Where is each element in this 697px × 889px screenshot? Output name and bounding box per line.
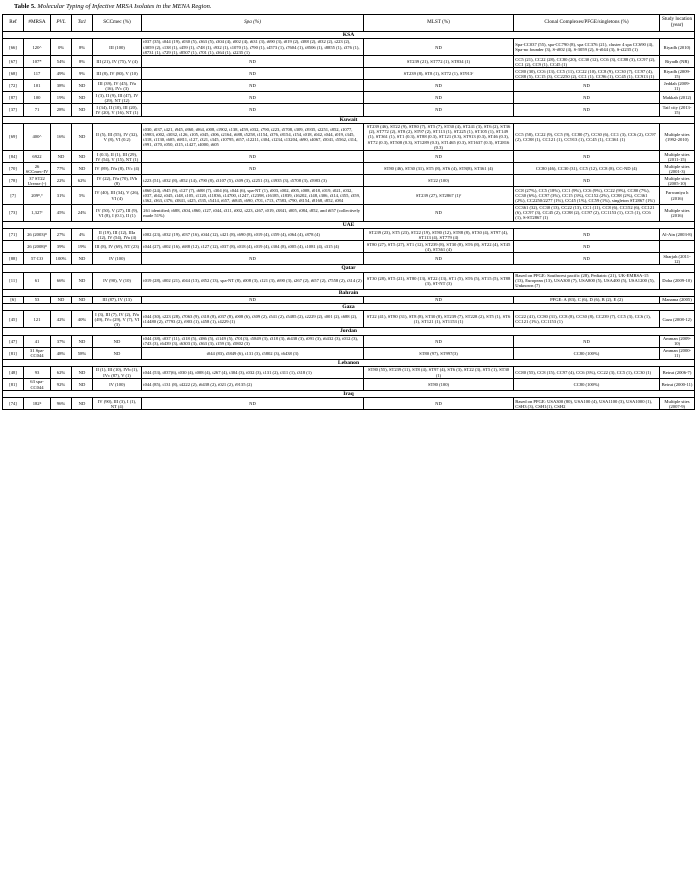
cell-study-location: Sharjah (2011-12) <box>660 253 695 265</box>
region-label: Iraq <box>3 391 695 398</box>
cell-study-location: Multiple sites (2011-15) <box>660 151 695 163</box>
cell-sccmec: I (3), III (7), IV (2), IVa (49), IVc (29), V (7), VI (3) <box>93 311 142 328</box>
cell-tst1: ND <box>72 367 93 379</box>
cell-mlst: ND <box>364 335 514 347</box>
cell-study-location: Riyadh (2010) <box>660 39 695 56</box>
table-row <box>3 335 695 347</box>
cell-mlst: ND <box>364 104 514 116</box>
cell-mlst: ST80 (55), ST239 (11), ST8 (4), ST97 (4), ST6 (3), ST22 (3), ST5 (1), ST30 (1) <box>364 367 514 379</box>
region-row <box>3 303 695 310</box>
cell-study-location: Beirut (2006-7) <box>660 367 695 379</box>
cell-pvl: 37% <box>51 335 72 347</box>
cell-tst1: ND <box>72 272 93 289</box>
cell-clonal-complexes: CC80 (46), CC30 (31), CC5 (12), CC8 (8), CC-ND (4) <box>514 163 660 175</box>
cell-ref: [73] <box>3 204 24 221</box>
cell-mrsa-count: 107* <box>24 56 51 68</box>
cell-tst1: 58% <box>72 347 93 359</box>
table-row <box>3 311 695 328</box>
cell-tst1: ND <box>72 151 93 163</box>
cell-ref: [81] <box>3 379 24 391</box>
cell-sccmec: III (87), IV (13) <box>93 297 142 304</box>
cell-tst1: ND <box>72 92 93 104</box>
region-row <box>3 391 695 398</box>
cell-tst1: ND <box>72 335 93 347</box>
table-row <box>3 347 695 359</box>
cell-tst1: ND <box>72 253 93 265</box>
cell-clonal-complexes: ND <box>514 253 660 265</box>
region-label: Bahrain <box>3 289 695 296</box>
table-row <box>3 163 695 175</box>
cell-sccmec: IV (90), III (3), I (1), NT (4) <box>93 398 142 410</box>
table-row <box>3 39 695 56</box>
cell-ref: [74] <box>3 398 24 410</box>
cell-clonal-complexes: ND <box>514 151 660 163</box>
cell-sccmec: I (0.3), II (1), III (29), IV (54), V (15), NT (1) <box>93 151 142 163</box>
cell-mrsa-count: 1,327ᶜ <box>24 204 51 221</box>
cell-clonal-complexes: CC5 (58), CC22 (9), CC5 (9), CC80 (7), CC30 (6), CC1 (3), CC6 (2), CC97 (2), CC88 (1), CC121 (1), CC913 (1), CC45 (1), CC361 (1) <box>514 123 660 150</box>
header-clonal-complexes: Clonal Complexes/PFGE/singletons (%) <box>514 15 660 32</box>
cell-spa: t002 (23), t032 (19), t037 (16), t044 (12), t421 (8), t690 (8), t019 (4), t359 (4), t064 (4), t878 (4) <box>142 229 364 241</box>
cell-clonal-complexes: ND <box>514 241 660 253</box>
cell-ref: [11] <box>3 272 24 289</box>
cell-spa: ND <box>142 92 364 104</box>
cell-mrsa-count: 53 <box>24 297 51 304</box>
cell-pvl: 19% <box>51 92 72 104</box>
cell-spa: t044 (30), t223 (28), t7063 (9), t318 (8), t037 (8), t008 (6), t309 (2), t541 (2), t5485 (2), t2229 (2), t001 (2), t688 (2), t14480 (2), t7793 (2), t903 (1), t458 (1), t4229 (1) <box>142 311 364 328</box>
table-row <box>3 398 695 410</box>
cell-study-location <box>660 241 695 253</box>
cell-sccmec: IV (100) <box>93 379 142 391</box>
cell-clonal-complexes: ND <box>514 335 660 347</box>
cell-sccmec: I (3), II (9), III (47), IV (29), NT (12) <box>93 92 142 104</box>
cell-clonal-complexes: CC80 (55), CC8 (15), CC97 (4), CC6 (3%), CC22 (3), CC5 (1), CC30 (1) <box>514 367 660 379</box>
table-row <box>3 241 695 253</box>
cell-pvl: 28% <box>51 104 72 116</box>
cell-spa: ND <box>142 80 364 92</box>
cell-mrsa-count: 61 <box>24 272 51 289</box>
cell-clonal-complexes: CC80 (30), CC6 (13), CC5 (11), CC22 (10), CC8 (9), CC30 (7), CC97 (4), CC88 (5), CC15 (3), CC2250 (2), CC1 (1), CC96 (1), CC45 (1), CC913 (1) <box>514 68 660 80</box>
table-row <box>3 253 695 265</box>
cell-ref: [47] <box>3 335 24 347</box>
region-row <box>3 265 695 272</box>
cell-mrsa-count: 31 Spa-CC044 <box>24 347 51 359</box>
cell-pvl: 62% <box>51 367 72 379</box>
cell-study-location: Manama (2005) <box>660 297 695 304</box>
cell-pvl: 48% <box>51 347 72 359</box>
cell-pvl: 38% <box>51 80 72 92</box>
cell-sccmec: III (8), IV (69), NT (23) <box>93 241 142 253</box>
cell-mrsa-count: 26 (2003)ᴮ <box>24 229 51 241</box>
cell-clonal-complexes: CC80 (100%) <box>514 379 660 391</box>
cell-mrsa-count: 26 (2008)ᴮ <box>24 241 51 253</box>
cell-ref: [87] <box>3 92 24 104</box>
cell-ref: [37] <box>3 104 24 116</box>
cell-study-location: Multiple sites (2016) <box>660 204 695 221</box>
mrsa-typing-table <box>2 14 695 410</box>
cell-sccmec: ND <box>93 335 142 347</box>
cell-sccmec: IV (100) <box>93 253 142 265</box>
cell-sccmec: III (100) <box>93 39 142 56</box>
cell-pvl: 16% <box>51 123 72 150</box>
region-label: Lebanon <box>3 359 695 366</box>
cell-pvl: 31% <box>51 187 72 204</box>
cell-sccmec: IV (50), V (27), III (9), VI (8), I (0.1), II (1) <box>93 204 142 221</box>
cell-sccmec: I (34), II (10), III (20), IV (20), V (16), NT (1) <box>93 104 142 116</box>
cell-mlst: ND <box>364 80 514 92</box>
cell-clonal-complexes: ND <box>514 92 660 104</box>
cell-spa: t044 (27), t002 (16), t688 (12), t127 (12), t037 (8), t018 (4), t019 (4), t304 (8), t005 (4), t1081 (4), t315 (4) <box>142 241 364 253</box>
cell-spa: ND <box>142 104 364 116</box>
cell-study-location: Jeddah (2009-11) <box>660 80 695 92</box>
cell-study-location: Beirut (2000-11) <box>660 379 695 391</box>
cell-pvl: 39% <box>51 241 72 253</box>
cell-pvl: ND <box>51 297 72 304</box>
cell-mrsa-count: 117 <box>24 68 51 80</box>
cell-mlst: ND <box>364 204 514 221</box>
cell-clonal-complexes: ND <box>514 229 660 241</box>
cell-tst1: 19% <box>72 241 93 253</box>
cell-mrsa-count: 57 CO <box>24 253 51 265</box>
cell-ref: [70] <box>3 163 24 175</box>
region-row <box>3 328 695 335</box>
cell-spa: t019 (28), t002 (21), t044 (13), t852 (13), spa-NT (8), t008 (3), t121 (3), t690 (3), t267 (2), t657 (2), t7558 (2), t314 (2) <box>142 272 364 289</box>
cell-spa: 261 identified; t688, t304, t860, t127, t044, t311, t002, t223, t267, t019, t3841, t005, t084, t852, and t657 (collectively made 51%) <box>142 204 364 221</box>
region-label: Jordan <box>3 328 695 335</box>
cell-sccmec: IV (40), III (34), V (26), VI (4) <box>93 187 142 204</box>
cell-ref: [6] <box>3 297 24 304</box>
header-ref: Ref <box>3 15 24 32</box>
cell-clonal-complexes: CC8 (27%), CC5 (18%), CC1 (9%), CC6 (9%), CC22 (9%), CC80 (7%), CC30 (6%), CC97 (3%), CC15 (3%), CC152 (2%), CC88 (2%), CC361 (2%), CC2250/2277 (1%), CC45 (1%), CC59 (1%), singleton ST2867 (1%) <box>514 187 660 204</box>
cell-mlst: ST80 (46), ST30 (31), ST5 (8), ST6 (4), ST8(8), ST361 (4) <box>364 163 514 175</box>
cell-spa: t030, t037, t421, t945, t860, t064, t008, t1902, t138, t459, t032, t790, t223, t5708, t309, t3935, t2251, t852, t1077, t5983, t002, t3032, t126, t105, t045, t306, t2164, t688, t5258, t1154, t376, t8154, t154, t018, t042, t044, t019, t345, t318, t1130, t605, t6811, t127, t321, t345, t10795, t657, t12211, t304, t1234, t13204, t690, t4067, t5041, t5562, t314, t991, t370, t050, t315, t1427, t4000, t605 <box>142 123 364 150</box>
cell-mlst: ND <box>364 39 514 56</box>
cell-study-location: Farwaniya h (2016) <box>660 187 695 204</box>
cell-tst1: 8% <box>72 39 93 56</box>
table-row <box>3 175 695 187</box>
cell-spa: t044 (53), t037(6), t030 (4), t008 (4), t267 (4), t304 (3), t032 (3), t131 (2), t311 (1), t318 (1) <box>142 367 364 379</box>
cell-ref: [78] <box>3 175 24 187</box>
cell-ref: [48] <box>3 367 24 379</box>
cell-mlst: ST80 (97), ST997(3) <box>364 347 514 359</box>
header-pvl: PVL <box>51 15 72 32</box>
cell-study-location: Multiple sites (1992-2010) <box>660 123 695 150</box>
cell-ref: [84] <box>3 151 24 163</box>
cell-mlst: ND <box>364 398 514 410</box>
cell-spa: t044 (85), t131 (8), t4222 (2), t6438 (2), t021 (2), t9135 (2) <box>142 379 364 391</box>
cell-pvl: ND <box>51 151 72 163</box>
cell-pvl: 45% <box>51 204 72 221</box>
cell-sccmec: IV (22), IVa (70), IVb (8) <box>93 175 142 187</box>
cell-clonal-complexes: CC361 (32), CC30 (13), CC22 (13), CC1 (11), CC8 (6), CC152 (6), CC121 (6), CC97 (3), CC45 (2), CC88 (2), CC97 (2), CC1153 (1), CC5 (1), CC6 (1), S-ST2867 (1) <box>514 204 660 221</box>
cell-mlst: ST239 (23), ST5 (23), ST22 (19), ST80 (12), ST88 (8), ST30 (4), ST97 (4), ST113 (4), ST779 (4) <box>364 229 514 241</box>
header-mrsa-count: #MRSA <box>24 15 51 32</box>
cell-spa: t044 (83), t5849 (6), t131 (3), t5802 (3), t6438 (3) <box>142 347 364 359</box>
cell-tst1: 8% <box>72 56 93 68</box>
table-row <box>3 104 695 116</box>
cell-clonal-complexes: CC5 (21), CC22 (28), CC80 (20), CC30 (12), CC6 (3), CC88 (3), CC97 (2), CC1 (2), CC9 (1), CC45 (1) <box>514 56 660 68</box>
cell-mrsa-count: 41 <box>24 335 51 347</box>
cell-tst1: 5% <box>72 187 93 204</box>
cell-clonal-complexes: ND <box>514 80 660 92</box>
cell-sccmec: II (1), III (10), IVb (1), IVc (87), V (1) <box>93 367 142 379</box>
table-caption <box>14 3 211 10</box>
cell-tst1: ND <box>72 398 93 410</box>
region-row <box>3 289 695 296</box>
cell-mrsa-count: 37 ST22 Urease (-) <box>24 175 51 187</box>
cell-clonal-complexes: Spa-CC037 (55), spa-CC790 (8), spa CC376 (21), cluster 4 spa CC690 (4), Spa-no founder (3), S-t002 (4), S-3059 (2), S-t044 (3), S-t2235 (1) <box>514 39 660 56</box>
cell-mlst: ND <box>364 92 514 104</box>
cell-tst1: 9% <box>72 68 93 80</box>
cell-study-location: Riyadh (NR) <box>660 56 695 68</box>
cell-mlst: ST80 (27), ST5 (27), ST1 (12), ST239 (8), ST30 (8), ST6 (8), ST22 (4), ST45 (4), ST361 (4) <box>364 241 514 253</box>
cell-mlst: ST22 (100) <box>364 175 514 187</box>
cell-pvl: 77% <box>51 163 72 175</box>
cell-ref <box>3 241 24 253</box>
cell-mlst: ST239 (46), ST22 (9), ST80 (7), ST5 (7), ST30 (4), ST241 (3), ST6 (2), ST36 (2), ST772 (2), ST8 (2), ST97 (2), ST113 (1), ST225 (1), ST105 (1), ST149 (1), ST361 (1), ST1 (0.3), ST88 (0.3), ST121 (0.3), ST913 (0.3), ST46 (0.3), ST72 (0.3), ST508 (0.3), ST1289 (0.3), ST1465 (0.3), ST1637 (0.3), ST2816 (0.3) <box>364 123 514 150</box>
cell-pvl: 96% <box>51 398 72 410</box>
cell-study-location: Multiple sites (2005-10) <box>660 175 695 187</box>
table-row <box>3 80 695 92</box>
cell-pvl: 100% <box>51 253 72 265</box>
cell-mrsa-count: 63 spa-CC044 <box>24 379 51 391</box>
cell-spa: ND <box>142 163 364 175</box>
header-spa: Spa (%) <box>142 15 364 32</box>
cell-pvl: 92% <box>51 379 72 391</box>
cell-study-location: Gaza (2008-12) <box>660 311 695 328</box>
cell-sccmec: IV (90), V (10) <box>93 272 142 289</box>
table-row <box>3 68 695 80</box>
cell-spa: t860 (24), t945 (9), t127 (7), t688 (7), t304 (6), t044 (6), spa-NT (1), t003, t002, t005, t008, t018, t019, t021, t032, t037, t042, t045, t148, t105, t1120, t11836, t14700, t1247, t12398, t16185, t1839, t16202, t148, t306, t314, t355, t359, t362, t363, t376, t3841, t425, t535, t5414, t657, t6845, t690, t701, t713, t7583, t790, t8154, t8168, t852, t084 <box>142 187 364 204</box>
table-row <box>3 379 695 391</box>
header-mlst: MLST (%) <box>364 15 514 32</box>
table-body <box>3 31 695 410</box>
table-row <box>3 151 695 163</box>
cell-study-location: Makkah (2012) <box>660 92 695 104</box>
cell-ref: [45] <box>3 311 24 328</box>
region-row <box>3 359 695 366</box>
cell-study-location: Multiple sites (2007-9) <box>660 398 695 410</box>
cell-tst1: ND <box>72 297 93 304</box>
cell-clonal-complexes: CC22 (41), CC80 (31), CC8 (8), CC30 (8), CC239 (7), CC5 (3), CC6 (1), CC121 (1%), CC1153 (1) <box>514 311 660 328</box>
cell-sccmec: II (19), III (12), IIIa (12), IV (54), IVa (4) <box>93 229 142 241</box>
cell-mrsa-count: 26 SCCmec-IV <box>24 163 51 175</box>
cell-mrsa-count: 71 <box>24 104 51 116</box>
table-row <box>3 229 695 241</box>
cell-clonal-complexes: ND <box>514 104 660 116</box>
cell-study-location: Doha (2009-10) <box>660 272 695 289</box>
cell-tst1: ND <box>72 104 93 116</box>
cell-tst1: 62% <box>72 175 93 187</box>
cell-spa: ND <box>142 398 364 410</box>
cell-mrsa-count: 101 <box>24 80 51 92</box>
cell-spa: ND <box>142 297 364 304</box>
cell-ref: [67] <box>3 56 24 68</box>
caption-text: Molecular Typing of Infective MRSA Isolates in the MENA Region. <box>35 3 212 10</box>
cell-mlst: ND <box>364 297 514 304</box>
cell-study-location: Amman (2009-10) <box>660 335 695 347</box>
header-sccmec: SCCmec (%) <box>93 15 142 32</box>
cell-study-location: Taif city (2013-15) <box>660 104 695 116</box>
cell-ref: [88] <box>3 253 24 265</box>
cell-pvl: 54% <box>51 56 72 68</box>
cell-ref: [81] <box>3 347 24 359</box>
region-label: KSA <box>3 31 695 38</box>
cell-pvl: 49% <box>51 68 72 80</box>
cell-study-location: Multiple sites (2001-3) <box>660 163 695 175</box>
cell-mrsa-count: 6922 <box>24 151 51 163</box>
cell-mlst: ST80 (100) <box>364 379 514 391</box>
cell-ref: [69] <box>3 123 24 150</box>
cell-sccmec: II (5), III (55), IV (32), V (8), VI (0.2) <box>93 123 142 150</box>
cell-spa: ND <box>142 253 364 265</box>
cell-tst1: 4% <box>72 229 93 241</box>
cell-pvl: 27% <box>51 229 72 241</box>
header-tst1: Tst1 <box>72 15 93 32</box>
cell-tst1: ND <box>72 379 93 391</box>
table-row <box>3 187 695 204</box>
table-row <box>3 272 695 289</box>
cell-tst1: 24% <box>72 204 93 221</box>
cell-mrsa-count: 120^ <box>24 39 51 56</box>
cell-sccmec: ND <box>93 347 142 359</box>
cell-mrsa-count: 121 <box>24 311 51 328</box>
region-label: Kuwait <box>3 116 695 123</box>
cell-clonal-complexes: PFGE: A (83), C (6), D (6), B (2), E (2) <box>514 297 660 304</box>
cell-spa: t044 (38), t037 (11), t318 (5), t386 (5), t1149 (5), t701(3), t5849 (3), t318 (3), t6438 (3), t091 (3), t6432 (3), t012 (3), t743 (3), t6439 (3), t6303 (3), t363 (3), t159 (3), t5802 (3) <box>142 335 364 347</box>
cell-mrsa-count: 100 <box>24 92 51 104</box>
cell-ref: [7] <box>3 187 24 204</box>
header-study-location: Study location (year) <box>660 15 695 32</box>
cell-mlst: ST239 (8), ST8 (1), ST72 (1), ST913ᶜ <box>364 68 514 80</box>
cell-ref: [71] <box>3 229 24 241</box>
cell-ref: [66] <box>3 39 24 56</box>
cell-sccmec: III (8), IV (80), V (10) <box>93 68 142 80</box>
table-row <box>3 56 695 68</box>
cell-mlst: ST30 (28), ST5 (21), ST80 (13), ST22 (13), ST1 (5), ST6 (5), ST15 (5), ST88 (3), ST-NT (3) <box>364 272 514 289</box>
cell-clonal-complexes: CC80 (100%) <box>514 347 660 359</box>
cell-mrsa-count: 209ᴮ,ᵀ <box>24 187 51 204</box>
cell-tst1: ND <box>72 80 93 92</box>
cell-pvl: 42% <box>51 311 72 328</box>
cell-sccmec: III (21), IV (75), V (4) <box>93 56 142 68</box>
cell-sccmec: III (39), IV (45), IVa (16), IVc (3) <box>93 80 142 92</box>
table-row <box>3 367 695 379</box>
cell-study-location: Amman (2000-11) <box>660 347 695 359</box>
region-label: UAE <box>3 221 695 228</box>
cell-mlst: ND <box>364 151 514 163</box>
cell-study-location: Riyadh (2009-15) <box>660 68 695 80</box>
table-row <box>3 297 695 304</box>
cell-pvl: 22% <box>51 175 72 187</box>
cell-mrsa-count: 93 <box>24 367 51 379</box>
cell-mrsa-count: 182ᴱ <box>24 398 51 410</box>
region-label: Qatar <box>3 265 695 272</box>
cell-clonal-complexes: Based on PFGE: Southwest pacific (28), Pediatric (21), UK-EMRSA-15 (13), European (13), USA300 (7), USA800 (5), USA400 (5), USA1200 (5), Unknown (7) <box>514 272 660 289</box>
cell-pvl: 66% <box>51 272 72 289</box>
cell-mrsa-count: 400^ <box>24 123 51 150</box>
cell-mlst: ST239 (27), ST2867 (1)ᶠ <box>364 187 514 204</box>
caption-label: Table 5. <box>14 3 36 10</box>
cell-mlst: ST239 (21), ST772 (1), ST834 (1) <box>364 56 514 68</box>
region-row <box>3 31 695 38</box>
cell-clonal-complexes: Based on PFGE: USA300 (80), USA100 (4), USA1100 (3), USA1000 (1), CSH3 (3), CSH1(1), CSH2 <box>514 398 660 410</box>
cell-tst1: ND <box>72 123 93 150</box>
cell-spa: ND <box>142 151 364 163</box>
table-header <box>3 15 695 32</box>
cell-ref: [72] <box>3 80 24 92</box>
region-row <box>3 116 695 123</box>
cell-study-location: Al-Ain (2003-8) <box>660 229 695 241</box>
table-row <box>3 204 695 221</box>
cell-mlst: ND <box>364 253 514 265</box>
cell-tst1: 40% <box>72 311 93 328</box>
table-row <box>3 123 695 150</box>
region-label: Gaza <box>3 303 695 310</box>
cell-mlst: ST22 (41), ST80 (31), ST8 (8), ST30 (8), ST239 (7), ST228 (2), ST5 (1), ST6 (1), ST121 (1), ST1153 (1) <box>364 311 514 328</box>
cell-sccmec: IV (89), IVa (8), IVc (4) <box>93 163 142 175</box>
cell-pvl: 0% <box>51 39 72 56</box>
cell-clonal-complexes: ND <box>514 175 660 187</box>
cell-spa: ND <box>142 68 364 80</box>
cell-ref: [68] <box>3 68 24 80</box>
cell-spa: ND <box>142 56 364 68</box>
cell-spa: t223 (51), t032 (8), t852 (14), t790 (8), t3107 (5), t309 (3), t2251 (3), t3935 (3), t5708 (3), t5983 (3) <box>142 175 364 187</box>
region-row <box>3 221 695 228</box>
cell-spa: t037 (35), t044 (19), t030 (5), t363 (5), t304 (4), t002 (4), t631 (3), t690 (3), t019 (2), t388 (2), t032 (2), t223 (2), t3059 (2), t138 (1), t459 (1), t748 (1), t932 (1), t1070 (1), t790 (1), t4573 (1), t7604 (1), t8506 (1), t8855 (1), t376 (1), t8731 (1), t729 (1), t8507 (1), t701 (1), t364 (1), t2235 (1) <box>142 39 364 56</box>
cell-tst1: ND <box>72 163 93 175</box>
table-row <box>3 92 695 104</box>
